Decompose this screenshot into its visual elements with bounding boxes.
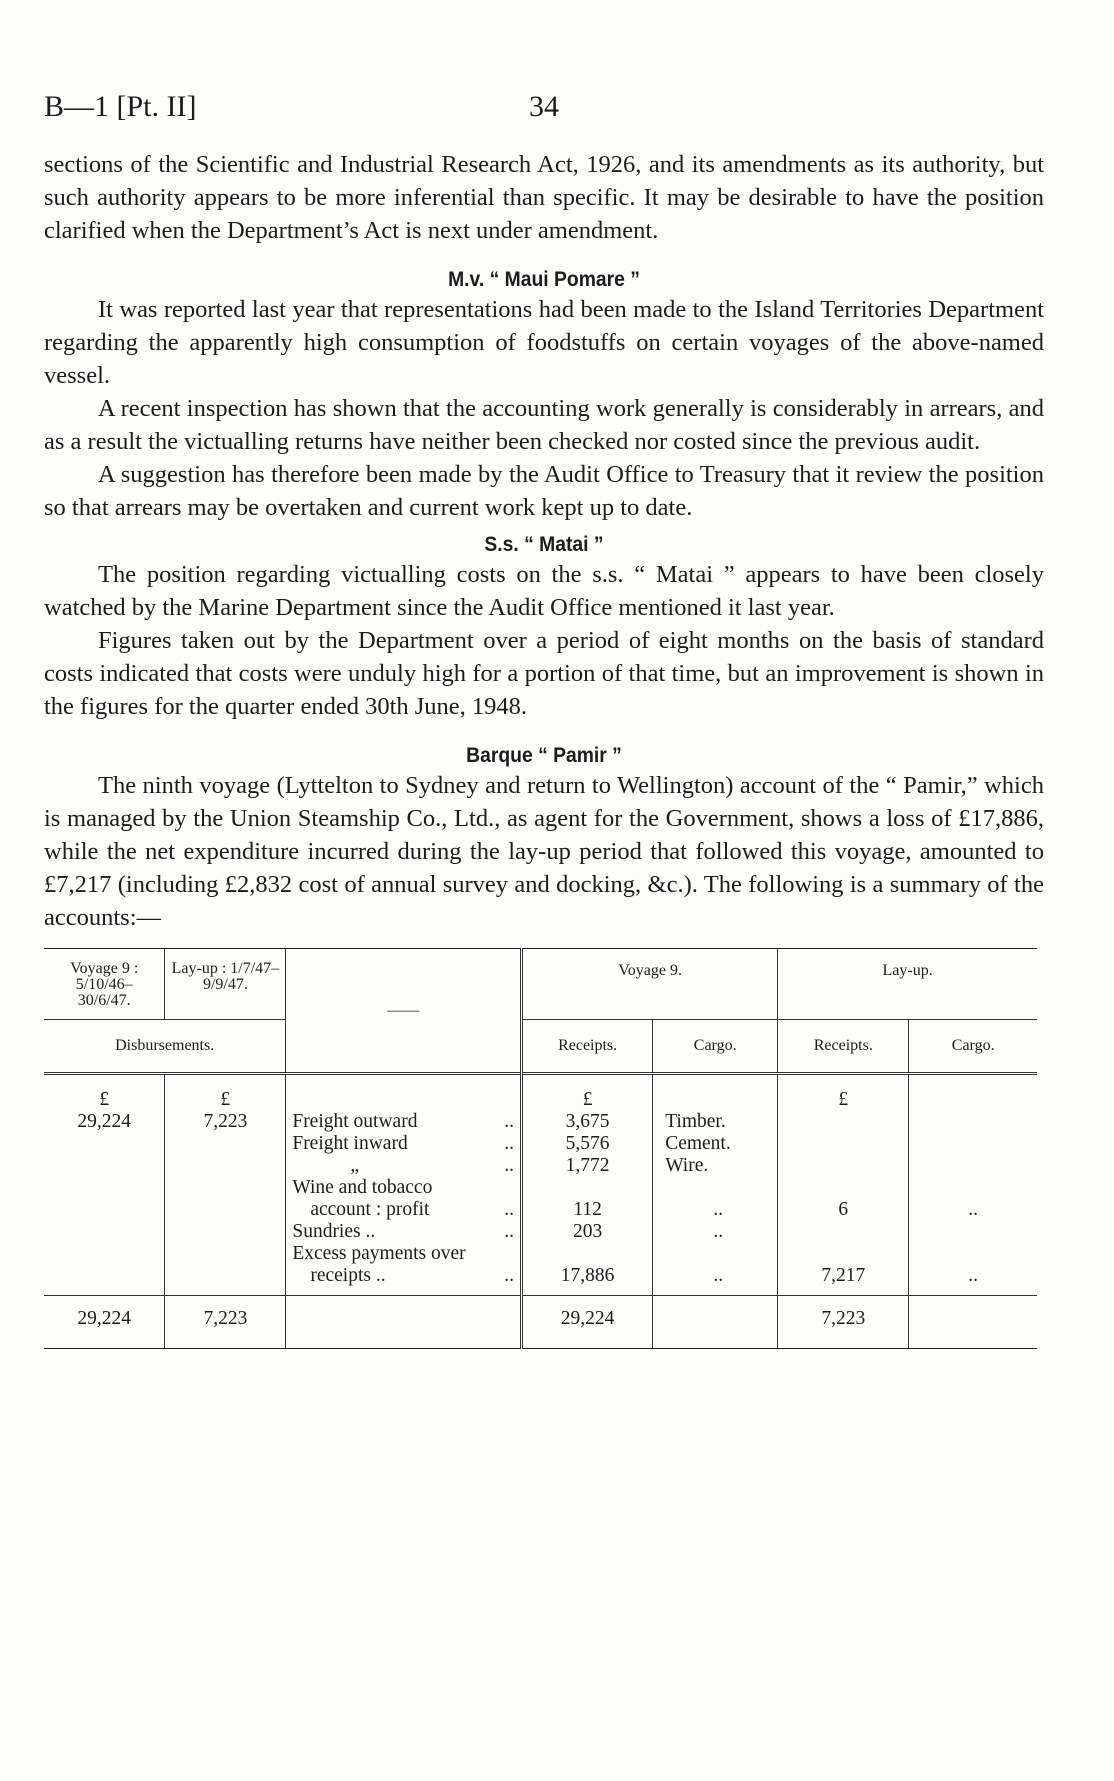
voyage9-cargo: ..	[713, 1265, 724, 1286]
voyage9-receipt: 5,576	[565, 1133, 610, 1154]
voyage9-receipt: 203	[572, 1221, 603, 1242]
item-label: .. Sundries ..	[292, 1221, 515, 1242]
paragraph: sections of the Scientific and Industrial Research Act, 1926, and its amendments as its authority, but such authority appears to be more inferential than specific. It may be desirable to have the position clarified when the Department’s Act is next under amendment.	[44, 151, 1044, 244]
header-voyage9-receipts: Receipts.	[522, 1020, 653, 1074]
pound-symbol: £	[838, 1089, 849, 1110]
layup-receipts-column	[778, 1074, 909, 1296]
header-disbursements: Disbursements.	[115, 1037, 215, 1054]
disbursement-voyage9-cell	[44, 1074, 165, 1296]
voyage9-cargo: Timber.	[665, 1111, 726, 1132]
section-heading: Barque “ Pamir ”	[466, 744, 622, 767]
voyage9-cargo-column	[653, 1074, 778, 1296]
document-reference: B—1 [Pt. II]	[44, 90, 197, 123]
total-disbursement-voyage9: 29,224	[77, 1308, 132, 1329]
accounts-summary-table	[44, 948, 1037, 1349]
voyage9-receipts-column	[522, 1074, 653, 1296]
voyage9-cargo: Cement.	[665, 1133, 731, 1154]
pound-symbol: £	[220, 1089, 231, 1110]
voyage9-receipt: 17,886	[560, 1265, 615, 1286]
paragraph: A recent inspection has shown that the accounting work generally is considerably in arrears, and as a result the victualling returns have neither been checked nor costed since the previous audit.	[44, 395, 1044, 455]
voyage9-cargo: ..	[713, 1221, 724, 1242]
item-label: .. „	[350, 1155, 515, 1176]
header-voyage9: Voyage 9.	[522, 949, 778, 1020]
item-label: .. receipts ..	[310, 1265, 515, 1286]
items-column	[286, 1074, 522, 1296]
item-label: .. Freight outward	[292, 1111, 515, 1132]
item-label: .. Freight inward	[292, 1133, 515, 1154]
header-voyage9-disbursement: Voyage 9 : 5/10/46– 30/6/47.	[70, 960, 139, 1009]
voyage9-cargo: ..	[713, 1199, 724, 1220]
layup-cargo: ..	[968, 1199, 979, 1220]
disbursement-voyage9: 29,224	[77, 1111, 132, 1132]
voyage9-receipt: 112	[573, 1199, 602, 1220]
document-body	[44, 148, 1044, 1349]
section-heading: M.v. “ Maui Pomare ”	[448, 268, 640, 291]
total-layup-receipts: 7,223	[778, 1296, 909, 1349]
item-label: .. account : profit	[310, 1199, 515, 1220]
page-number: 34	[529, 90, 559, 123]
voyage9-receipt: 1,772	[565, 1155, 610, 1176]
section-heading: S.s. “ Matai ”	[484, 533, 604, 556]
item-label: Excess payments over	[292, 1243, 466, 1264]
header-dash: ——	[286, 949, 522, 1074]
layup-cargo: ..	[968, 1265, 979, 1286]
layup-receipt: 7,217	[821, 1265, 866, 1286]
pound-symbol: £	[582, 1089, 593, 1110]
pound-symbol: £	[99, 1089, 110, 1110]
header-layup: Lay-up.	[778, 949, 1037, 1020]
paragraph: A suggestion has therefore been made by the Audit Office to Treasury that it review the position so that arrears may be overtaken and current work kept up to date.	[44, 461, 1044, 521]
header-voyage9-cargo: Cargo.	[653, 1020, 778, 1074]
layup-receipt: 6	[838, 1199, 849, 1220]
paragraph: It was reported last year that representations had been made to the Island Territories Department regarding the apparently high consumption of foodstuffs on certain voyages of the above-named vessel.	[44, 296, 1044, 389]
voyage9-receipt: 3,675	[565, 1111, 610, 1132]
paragraph: Figures taken out by the Department over a period of eight months on the basis of standard costs indicated that costs were unduly high for a portion of that time, but an improvement is shown in the figures for the quarter ended 30th June, 1948.	[44, 627, 1044, 720]
header-layup-receipts: Receipts.	[778, 1020, 909, 1074]
paragraph: The position regarding victualling costs on the s.s. “ Matai ” appears to have been closely watched by the Marine Department since the Audit Office mentioned it last year.	[44, 561, 1044, 621]
total-disbursement-layup: 7,223	[165, 1296, 286, 1349]
item-label: Wine and tobacco	[292, 1177, 433, 1198]
voyage9-cargo: Wire.	[665, 1155, 709, 1176]
header-layup-disbursement: Lay-up : 1/7/47– 9/9/47.	[165, 949, 286, 1020]
paragraph: The ninth voyage (Lyttelton to Sydney and return to Wellington) account of the “ Pamir,” which is managed by the Union Steamship Co., Ltd., as agent for the Government, shows a loss of £17,886, while the net expenditure incurred during the lay-up period that followed this voyage, amounted to £7,217 (including £2,832 cost of annual survey and docking, &c.). The following is a summary of the accounts:—	[44, 772, 1044, 931]
total-voyage9-receipts: 29,224	[522, 1296, 653, 1349]
header-layup-cargo: Cargo.	[909, 1020, 1037, 1074]
disbursement-layup: 7,223	[203, 1111, 248, 1132]
disbursement-layup-cell	[165, 1074, 286, 1296]
layup-cargo-column	[909, 1074, 1037, 1296]
